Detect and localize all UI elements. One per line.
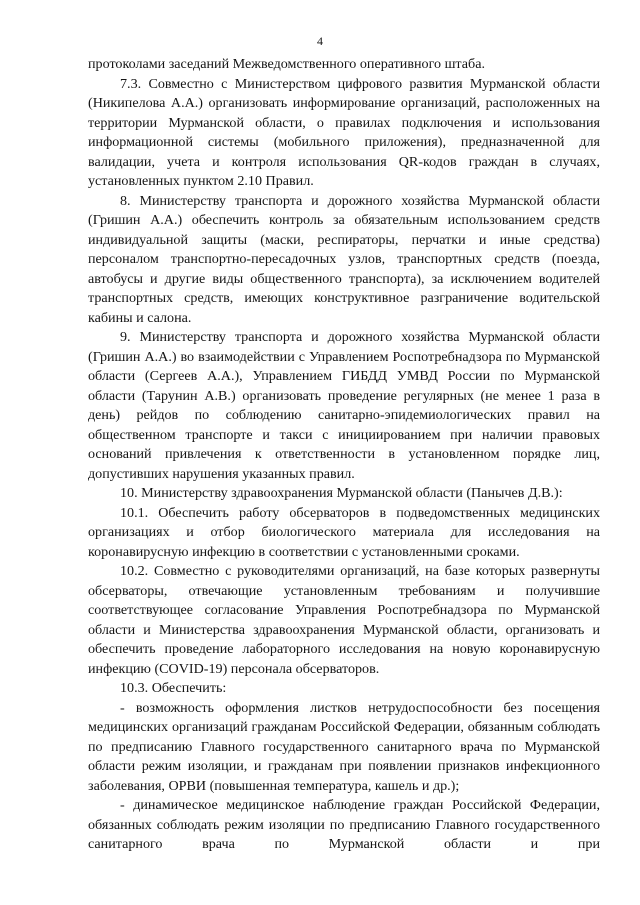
document-body xyxy=(88,55,600,855)
list-item-medical-observation: - динамическое медицинское наблюдение граждан Российской Федерации, обязанных соблюдать режим изоляции по предписанию Главного государственного санитарного врача по Мурманской области и при xyxy=(88,797,600,852)
paragraph-10-1: 10.1. Обеспечить работу обсерваторов в подведомственных медицинских организациях и отбор биологического материала для исследования на коронавирусную инфекцию в соответствии с установленными сроками. xyxy=(88,504,600,560)
paragraph-10-2: 10.2. Совместно с руководителями организаций, на базе которых развернуты обсерваторы, отвечающие установленным требованиям и получившие соответствующее согласование Управления Роспотребнадзора по Мурманской области и Министерства здравоохранения Мурманской области, организовать и обеспечить проведение лабораторного исследования на новую коронавирусную инфекцию (COVID-19) персонала обсерваторов. xyxy=(88,563,600,677)
paragraph-10-3: 10.3. Обеспечить: xyxy=(120,680,227,696)
page-number: 4 xyxy=(317,34,323,48)
paragraph-10: 10. Министерству здравоохранения Мурманской области (Панычев Д.В.): xyxy=(120,485,563,501)
paragraph-continuation: протоколами заседаний Межведомственного оперативного штаба. xyxy=(88,56,485,72)
paragraph-9: 9. Министерству транспорта и дорожного хозяйства Мурманской области (Гришин А.А.) во взаимодействии с Управлением Роспотребнадзора по Мурманской области (Сергеев А.А.), Управлением ГИБДД УМВД России по Мурманской области (Тарунин А.В.) организовать проведение регулярных (не менее 1 раза в день) рейдов по соблюдению санитарно-эпидемиологических правил на общественном транспорте и такси с инициированием при наличии правовых оснований привлечения к ответственности в установленном порядке лиц, допустивших нарушения указанных правил. xyxy=(88,329,600,482)
paragraph-8: 8. Министерству транспорта и дорожного хозяйства Мурманской области (Гришин А.А.) обеспечить контроль за обязательным использованием средств индивидуальной защиты (маски, респираторы, перчатки и иные средства) персоналом транспортно-пересадочных узлов, транспортных средств (поезда, автобусы и другие виды общественного транспорта), за исключением водителей транспортных средств, имеющих конструктивное разграничение водительской кабины и салона. xyxy=(88,192,600,326)
list-item-sick-leave: - возможность оформления листков нетрудоспособности без посещения медицинских организаций гражданам Российской Федерации, обязанным соблюдать по предписанию Главного государственного санитарного врача по Мурманской области режим изоляции, и гражданам при появлении признаков инфекционного заболевания, ОРВИ (повышенная температура, кашель и др.); xyxy=(88,699,600,794)
paragraph-7-3: 7.3. Совместно с Министерством цифрового развития Мурманской области (Никипелова А.А.) организовать информирование организаций, расположенных на территории Мурманской области, о правилах подключения и использования информационной системы (мобильного приложения), предназначенной для валидации, учета и контроля использования QR-кодов граждан в случаях, установленных пунктом 2.10 Правил. xyxy=(88,75,600,189)
